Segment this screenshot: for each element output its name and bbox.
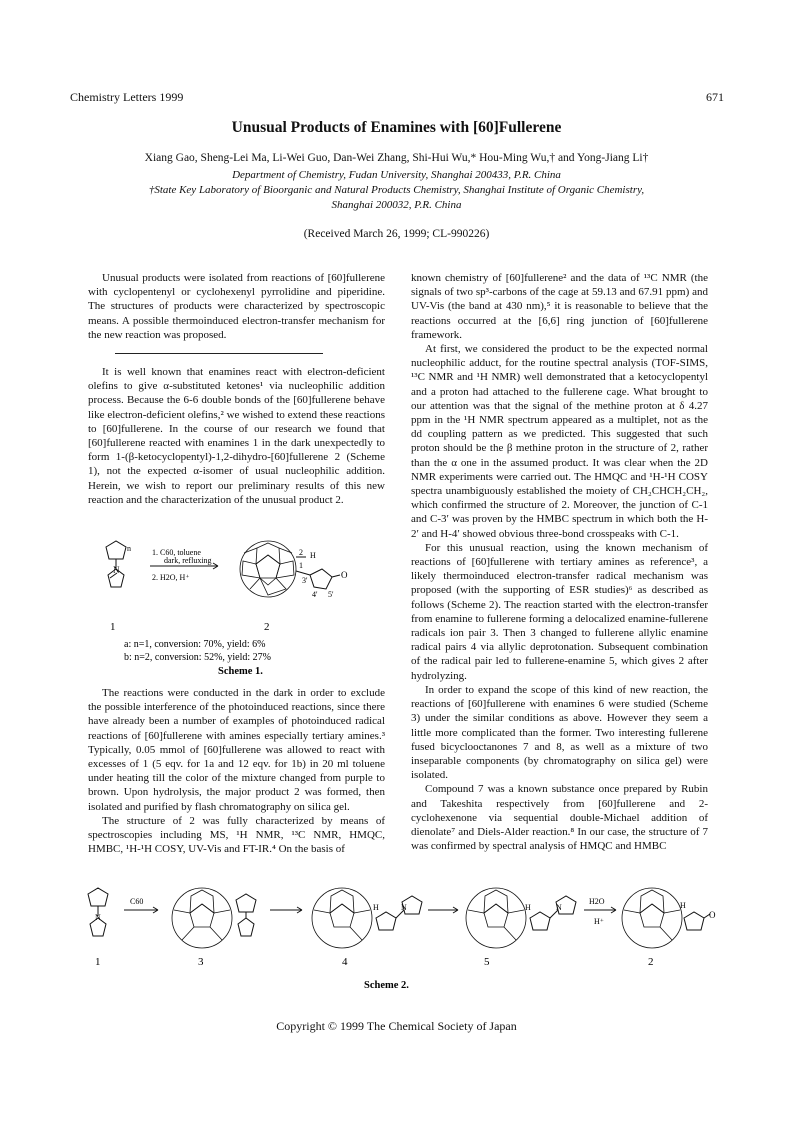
scheme-2-label-4: 4 xyxy=(342,956,348,968)
scheme-2-label-2: 2 xyxy=(648,956,654,968)
scheme-2-O-2: O xyxy=(709,910,716,920)
scheme-2-figure xyxy=(80,880,720,992)
right-paragraph-3: For this unusual reaction, using the known mechanism of reactions of [60]fullerene with tertiary amines as reference³, a likely thermoinduced electron-transfer radical mechanism was proposed (with the supporting of ESR studies)⁶ as described as follows (Scheme 2). The reaction started with the electron-transfer from enamine to fullerene forming a delocalized enamine-fullerene radicals ion pair 3. Then 3 changed to fullerene allylic enamine radical pairs 4 via allylic deprotonation. Subsequent combination of the radical pair led to fullerene-enamine 5, which gives 2 after hydrolyzing. xyxy=(411,541,708,682)
scheme-2-label-1: 1 xyxy=(95,956,101,968)
compound-1-label: 1 xyxy=(110,621,116,633)
affiliation-2: †State Key Laboratory of Bioorganic and Natural Products Chemistry, Shanghai Institute of Organic Chemistry, xyxy=(148,184,645,196)
nitrogen-label: N xyxy=(113,565,120,575)
scheme-2-enamine xyxy=(88,888,108,936)
scheme-2-caption: Scheme 2. xyxy=(364,980,409,991)
page-number: 671 xyxy=(706,90,724,104)
author-list: Xiang Gao, Sheng-Lei Ma, Li-Wei Guo, Dan-Wei Zhang, Shi-Hui Wu,* Hou-Ming Wu,† and Yong-Jiang Li† xyxy=(144,152,649,164)
scheme-2-H-2: H xyxy=(680,901,686,910)
atom-5prime-label: 5' xyxy=(328,590,334,599)
fullerene-5 xyxy=(466,888,526,948)
scheme-2-H-4: H xyxy=(373,903,379,912)
scheme-2-label-5: 5 xyxy=(484,956,490,968)
affiliation-1: Department of Chemistry, Fudan University, Shanghai 200433, P.R. China xyxy=(232,169,561,181)
scheme-2-reagent-h2o: H2O xyxy=(589,897,605,906)
paper-title: Unusual Products of Enamines with [60]Fullerene xyxy=(231,119,562,136)
right-paragraph-5: Compound 7 was a known substance once prepared by Rubin and Takeshita respectively from [60]fullerene and 2-cyclohexenone via sequential double-Michael addition of dienolate⁷ and Diels-Alder reaction.⁸ In our case, the structure of 7 was confirmed by spectral analysis of HMQC and HMBC xyxy=(411,783,708,853)
affiliation-2-city: Shanghai 200032, P.R. China xyxy=(331,199,462,211)
oxygen-label: O xyxy=(341,570,348,580)
atom-1-label: 1 xyxy=(299,561,303,570)
left-paragraph-3: The structure of 2 was fully characterized by means of spectroscopies including MS, ¹H NMR, ¹³C NMR, HMQC, HMBC, ¹H-¹H COSY, UV-Vis and FT-IR.⁴ On the basis of xyxy=(88,814,385,856)
right-paragraph-2: At first, we considered the product to be the expected normal nucleophilic adduct, for the routine spectral analysis (TOF-SIMS, ¹³C NMR and ¹H NMR) well demonstrated that a ketocyclopentyl and a proton had attached to the fullerene cage. What brought to our attention was that the signal of the methine proton at δ 4.27 ppm in the ¹H NMR spectrum appeared as a multiplet, not as the dd coupling pattern as we predicted. This suggested that such proton should be the β methine proton in the structure of 2, rather than the α one in the assumed product. It was clear when the 2D NMR experiments were carried out. The HMQC and ¹H-¹H COSY spectra unambiguously established the moiety of CH₂CHCH₂CH₂, which confirmed the structure of 2. Moreover, the junction of C-1 and C-3′ was proven by the HMBC spectrum in which both the H-2′ and H-4′ showed obvious three-bond crosspeaks with C-1. xyxy=(411,343,708,540)
scheme-1-row-a: a: n=1, conversion: 70%, yield: 6% xyxy=(124,639,266,650)
journal-name: Chemistry Letters 1999 xyxy=(70,90,184,104)
fullerene-enamine-5 xyxy=(530,896,576,930)
right-column xyxy=(411,271,708,853)
left-paragraph-1: It is well known that enamines react with electron-deficient olefins to give α-substituted ketones¹ via nucleophilic addition process. Because the 6-6 double bonds of the [60]fullerene behave like electron-deficient olefins,² we wished to extend these reactions to [60]fullerene. In the course of our research we found that [60]fullerene reacted with enamines 1 in the dark unexpectedly to form 1-(β-ketocyclopentyl)-1,2-dihydro-[60]fullerene 2 (Scheme 1), not the expected α-isomer of usual nucleophilic addition. Herein, we wish to report our preliminary results of this new reaction and the characterization of the unusual product 2. xyxy=(88,366,385,506)
fullerene-product-2 xyxy=(240,541,296,597)
scheme-2-reagent-c60: C60 xyxy=(130,897,144,906)
abstract xyxy=(88,271,385,342)
abstract-divider xyxy=(115,353,323,354)
intro-paragraph xyxy=(88,365,385,507)
left-paragraph-2: The reactions were conducted in the dark in order to exclude the possible interference of the photoinduced reactions, since there have already been a number of examples of photoinduced radical reactions of [60]fullerene with amines especially tertiary amines.³ Typically, 0.05 mmol of [60]fullerene was allowed to react with excesses of 1 (5 eqv. for 1a and 12 eqv. for 1b) in 20 ml toluene under heating till the color of the mixture changed from purple to brown. Upon hydrolysis, the major product 2 was formed, then isolated and purified by flash chromatography on silica gel. xyxy=(88,687,385,813)
fullerene-3 xyxy=(172,888,232,948)
left-body xyxy=(88,686,385,856)
radical-ion-enamine xyxy=(236,894,256,936)
scheme-1-caption: Scheme 1. xyxy=(218,666,263,675)
ring-size-subscript: n xyxy=(127,544,131,553)
scheme-2-N-4: N xyxy=(401,903,407,912)
scheme-2-reagent-h: H⁺ xyxy=(594,917,604,926)
atom-H-label: H xyxy=(310,551,316,560)
scheme-2-nitrogen: N xyxy=(95,913,101,922)
scheme-2-H-5: H xyxy=(525,903,531,912)
fullerene-2-final xyxy=(622,888,682,948)
abstract-text: Unusual products were isolated from reactions of [60]fullerene with cyclopentenyl or cyclohexenyl pyrrolidine and piperidine. The structures of products were characterized by spectroscopic means. A possible thermoinduced electron-transfer mechanism for the new reaction was proposed. xyxy=(88,272,385,341)
right-paragraph-4: In order to expand the scope of this kind of new reaction, the reactions of [60]fullerene with enamines 6 were studied (Scheme 3) under the similar conditions as above. However they seem a little more complicated than the former. Two interesting fullerene fused bicyclooctanones 7 and 8, as well as a mixture of two inseparable components (by chromatography on silica gel) were isolated. xyxy=(411,683,708,782)
fullerene-4 xyxy=(312,888,372,948)
scheme-1-row-b: b: n=2, conversion: 52%, yield: 27% xyxy=(124,652,272,663)
scheme-2-N-5: N xyxy=(556,903,562,912)
reagent-step-1-conditions: dark, refluxing xyxy=(164,556,212,565)
reagent-step-1: 1. C60, toluene xyxy=(152,548,201,557)
enamine-structure xyxy=(106,541,126,587)
ketocyclopentyl-final xyxy=(684,912,710,930)
right-paragraph-1: known chemistry of [60]fullerene² and the data of ¹³C NMR (the signals of two sp³-carbons of the cage at 59.13 and 67.91 ppm) and UV-Vis (the band at 430 nm),⁵ it is reasonable to believe that the reactions occurred at the [6,6] ring junction of [60]fullerene framework. xyxy=(411,272,708,341)
scheme-1-figure xyxy=(88,535,385,675)
copyright-footer: Copyright © 1999 The Chemical Society of Japan xyxy=(276,1019,517,1033)
received-date: (Received March 26, 1999; CL-990226) xyxy=(303,228,490,240)
reagent-step-2: 2. H2O, H⁺ xyxy=(152,573,190,582)
atom-3prime-label: 3' xyxy=(302,576,308,585)
compound-2-label: 2 xyxy=(264,621,270,633)
atom-2-label: 2 xyxy=(299,548,303,557)
allylic-enamine-radical xyxy=(376,896,422,930)
atom-4prime-label: 4' xyxy=(312,590,318,599)
scheme-2-label-3: 3 xyxy=(198,956,204,968)
